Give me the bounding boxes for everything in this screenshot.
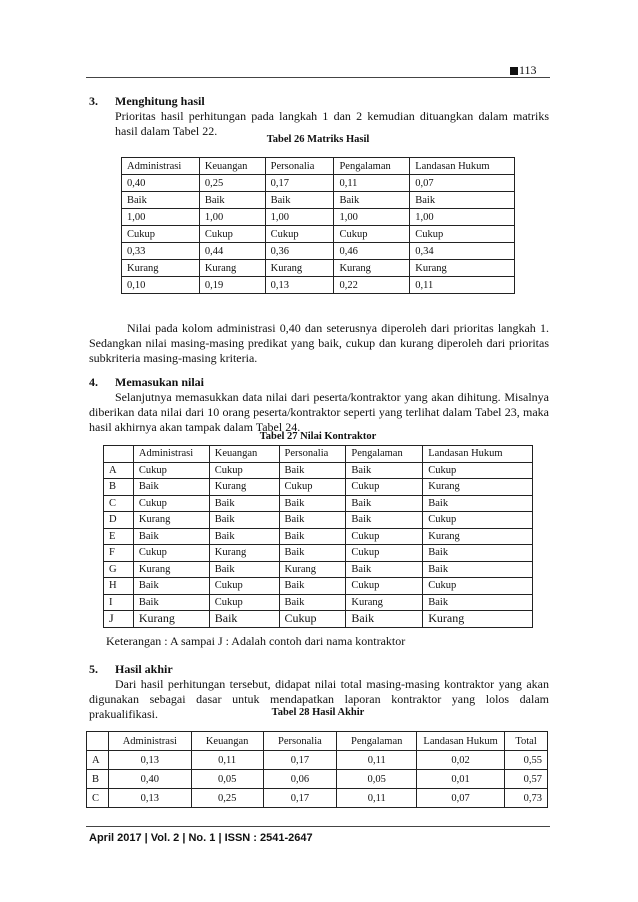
table-row — [104, 545, 533, 562]
table-cell: 0,46 — [334, 243, 410, 260]
table-row — [122, 260, 515, 277]
table-cell: 0,10 — [122, 277, 200, 294]
table-cell: 0,19 — [199, 277, 265, 294]
table-row — [87, 789, 548, 808]
section-5-title: Hasil akhir — [115, 662, 173, 676]
table-cell: 0,05 — [191, 770, 263, 789]
table-row — [122, 243, 515, 260]
table-cell: Baik — [279, 462, 346, 479]
table-cell: Cukup — [346, 578, 423, 595]
table-row — [122, 277, 515, 294]
table-cell: 1,00 — [334, 209, 410, 226]
table-cell: Baik — [133, 578, 209, 595]
table-row — [122, 209, 515, 226]
table-cell: Cukup — [133, 462, 209, 479]
table-cell: Baik — [334, 192, 410, 209]
table-cell: 1,00 — [265, 209, 334, 226]
table-cell: Baik — [133, 528, 209, 545]
section-3-paragraph: Prioritas hasil perhitungan pada langkah 1 dan 2 kemudian dituangkan dalam matriks hasil dalam Tabel 22. — [115, 109, 549, 138]
table-cell: 0,40 — [122, 175, 200, 192]
table-cell: Baik — [346, 462, 423, 479]
table-cell: I — [104, 594, 134, 611]
table-cell: Cukup — [346, 545, 423, 562]
table-cell: 0,33 — [122, 243, 200, 260]
table-cell: Cukup — [346, 528, 423, 545]
table-cell: Baik — [423, 594, 533, 611]
table-cell: Cukup — [423, 462, 533, 479]
section-5-heading — [89, 662, 173, 677]
section-3-title: Menghitung hasil — [115, 94, 205, 108]
table-cell: 0,11 — [337, 789, 417, 808]
table-cell: 0,17 — [263, 751, 337, 770]
table-header-cell: Personalia — [265, 158, 334, 175]
table-cell: Kurang — [122, 260, 200, 277]
table-28-hasil-akhir — [86, 731, 548, 808]
table-cell: Kurang — [346, 594, 423, 611]
table-header-row — [87, 732, 548, 751]
table-cell: Baik — [209, 561, 279, 578]
table-cell: 0,06 — [263, 770, 337, 789]
table-cell: Cukup — [279, 479, 346, 496]
table-row — [104, 479, 533, 496]
table-cell: 0,40 — [108, 770, 191, 789]
table-cell: Cukup — [410, 226, 515, 243]
table-cell: Kurang — [423, 479, 533, 496]
table-cell: G — [104, 561, 134, 578]
table-27-caption: Tabel 27 Nilai Kontraktor — [259, 431, 377, 442]
table-cell: Cukup — [199, 226, 265, 243]
table-cell: Cukup — [209, 578, 279, 595]
table-cell: Kurang — [423, 611, 533, 628]
table-header-cell — [87, 732, 109, 751]
table-cell: H — [104, 578, 134, 595]
table-cell: Baik — [346, 512, 423, 529]
table-27-nilai-kontraktor — [103, 445, 533, 628]
table-cell: Kurang — [279, 561, 346, 578]
table-cell: B — [87, 770, 109, 789]
table-cell: 0,44 — [199, 243, 265, 260]
section-5-paragraph: Dari hasil perhitungan tersebut, didapat nilai total masing-masing kontraktor yang akan digunakan sebagai dasar untuk mendapatkan laporan kontraktor yang lolos dalam prakualifikasi. — [89, 677, 549, 721]
table-header-cell: Pengalaman — [337, 732, 417, 751]
table-cell: D — [104, 512, 134, 529]
section-3-heading — [89, 94, 205, 109]
table-cell: 0,11 — [410, 277, 515, 294]
table-cell: A — [87, 751, 109, 770]
table-cell: Baik — [265, 192, 334, 209]
table-row — [122, 226, 515, 243]
table-cell: 0,11 — [337, 751, 417, 770]
table-cell: Baik — [133, 594, 209, 611]
table-row — [122, 192, 515, 209]
header-rule — [86, 77, 550, 78]
table-header-cell: Landasan Hukum — [423, 446, 533, 463]
table-cell: Baik — [279, 528, 346, 545]
table-cell: Kurang — [199, 260, 265, 277]
table-cell: Cukup — [122, 226, 200, 243]
table-cell: 0,22 — [334, 277, 410, 294]
table-header-cell: Personalia — [279, 446, 346, 463]
section-5-number: 5. — [89, 662, 98, 676]
table-cell: J — [104, 611, 134, 628]
table-cell: Cukup — [265, 226, 334, 243]
table-cell: Kurang — [209, 479, 279, 496]
table-cell: Baik — [279, 578, 346, 595]
table-header-cell: Personalia — [263, 732, 337, 751]
table-cell: 1,00 — [122, 209, 200, 226]
table-cell: Kurang — [133, 611, 209, 628]
table-cell: Baik — [279, 545, 346, 562]
table-header-cell: Landasan Hukum — [410, 158, 515, 175]
table-row — [122, 175, 515, 192]
section-4-heading — [89, 375, 204, 390]
table-cell: Baik — [346, 611, 423, 628]
table-cell: Cukup — [209, 594, 279, 611]
table-cell: 0,13 — [108, 751, 191, 770]
table-cell: Kurang — [209, 545, 279, 562]
table-cell: 0,11 — [191, 751, 263, 770]
table-cell: 0,17 — [265, 175, 334, 192]
table-cell: 0,36 — [265, 243, 334, 260]
table-28-caption: Tabel 28 Hasil Akhir — [271, 707, 365, 718]
table-cell: 0,02 — [417, 751, 505, 770]
table-cell: Baik — [209, 495, 279, 512]
square-bullet-icon — [510, 67, 518, 75]
table-cell: 0,17 — [263, 789, 337, 808]
table-cell: 0,25 — [191, 789, 263, 808]
table-cell: Cukup — [334, 226, 410, 243]
table-cell: Baik — [423, 545, 533, 562]
table-cell: Baik — [199, 192, 265, 209]
table-26-caption: Tabel 26 Matriks Hasil — [266, 134, 370, 145]
table-header-cell: Administrasi — [122, 158, 200, 175]
table-row — [104, 528, 533, 545]
table-cell: 0,34 — [410, 243, 515, 260]
table-row — [104, 561, 533, 578]
table-cell: Baik — [122, 192, 200, 209]
table-cell: E — [104, 528, 134, 545]
page-number — [510, 63, 537, 78]
table-row — [104, 462, 533, 479]
table-row — [104, 578, 533, 595]
table-header-row — [122, 158, 515, 175]
table-cell: Cukup — [279, 611, 346, 628]
table-header-cell: Keuangan — [191, 732, 263, 751]
table-header-cell: Keuangan — [209, 446, 279, 463]
table-header-row — [104, 446, 533, 463]
table-row — [104, 495, 533, 512]
table-cell: A — [104, 462, 134, 479]
table-cell: Baik — [346, 495, 423, 512]
table-header-cell: Administrasi — [108, 732, 191, 751]
table-cell: Baik — [209, 611, 279, 628]
table-header-cell: Pengalaman — [346, 446, 423, 463]
table-cell: Cukup — [209, 462, 279, 479]
table-cell: 0,57 — [505, 770, 548, 789]
table-header-cell: Total — [505, 732, 548, 751]
table-cell: Baik — [279, 512, 346, 529]
table-cell: 0,13 — [265, 277, 334, 294]
table-cell: 1,00 — [410, 209, 515, 226]
table-cell: Baik — [346, 561, 423, 578]
table-cell: Baik — [423, 561, 533, 578]
table-header-cell — [104, 446, 134, 463]
table-header-cell: Keuangan — [199, 158, 265, 175]
table-cell: B — [104, 479, 134, 496]
table-cell: Kurang — [265, 260, 334, 277]
table-row — [104, 594, 533, 611]
table-cell: Kurang — [423, 528, 533, 545]
table-cell: 0,01 — [417, 770, 505, 789]
table-cell: Kurang — [133, 561, 209, 578]
table-cell: 0,25 — [199, 175, 265, 192]
table-cell: Baik — [410, 192, 515, 209]
table-header-cell: Administrasi — [133, 446, 209, 463]
table-cell: Cukup — [133, 545, 209, 562]
table-cell: F — [104, 545, 134, 562]
table-cell: 0,13 — [108, 789, 191, 808]
table-cell: Cukup — [423, 512, 533, 529]
table-row — [104, 611, 533, 628]
table-cell: Baik — [423, 495, 533, 512]
table-cell: 0,11 — [334, 175, 410, 192]
footer-journal-info: April 2017 | Vol. 2 | No. 1 | ISSN : 2541-2647 — [89, 832, 313, 844]
table-header-cell: Pengalaman — [334, 158, 410, 175]
section-4-paragraph: Selanjutnya memasukkan data nilai dari peserta/kontraktor yang akan dihitung. Misalnya diberikan data nilai dari 10 orang peserta/kontraktor seperti yang terlihat dalam Tabel 23, maka hasil akhirnya akan tampak dalam Tabel 24. — [89, 390, 549, 434]
table-row — [104, 512, 533, 529]
section-3-number: 3. — [89, 94, 98, 108]
table-cell: Cukup — [133, 495, 209, 512]
table-cell: Cukup — [423, 578, 533, 595]
table-cell: Cukup — [346, 479, 423, 496]
table-cell: Baik — [209, 528, 279, 545]
table-cell: Baik — [133, 479, 209, 496]
table-cell: Baik — [279, 495, 346, 512]
table-cell: 0,05 — [337, 770, 417, 789]
table-cell: Kurang — [133, 512, 209, 529]
page-number-text: 113 — [519, 63, 537, 77]
table-cell: Baik — [279, 594, 346, 611]
table-cell: Baik — [209, 512, 279, 529]
table-header-cell: Landasan Hukum — [417, 732, 505, 751]
table-26-matriks-hasil — [121, 157, 515, 294]
table-row — [87, 770, 548, 789]
table-cell: 0,07 — [410, 175, 515, 192]
table-row — [87, 751, 548, 770]
section-4-number: 4. — [89, 375, 98, 389]
section-3-explanation: Nilai pada kolom administrasi 0,40 dan seterusnya diperoleh dari prioritas langkah 1. Sedangkan nilai masing-masing predikat yang baik, cukup dan kurang diperoleh dari prioritas subkriteria masing-masing kriteria. — [89, 321, 549, 365]
footer-rule — [86, 826, 550, 827]
table-cell: 0,55 — [505, 751, 548, 770]
table-cell: C — [87, 789, 109, 808]
table-cell: Kurang — [334, 260, 410, 277]
table-cell: 1,00 — [199, 209, 265, 226]
table-27-note: Keterangan : A sampai J : Adalah contoh dari nama kontraktor — [106, 634, 406, 648]
table-cell: C — [104, 495, 134, 512]
section-4-title: Memasukan nilai — [115, 375, 205, 389]
table-cell: 0,73 — [505, 789, 548, 808]
table-cell: 0,07 — [417, 789, 505, 808]
table-cell: Kurang — [410, 260, 515, 277]
